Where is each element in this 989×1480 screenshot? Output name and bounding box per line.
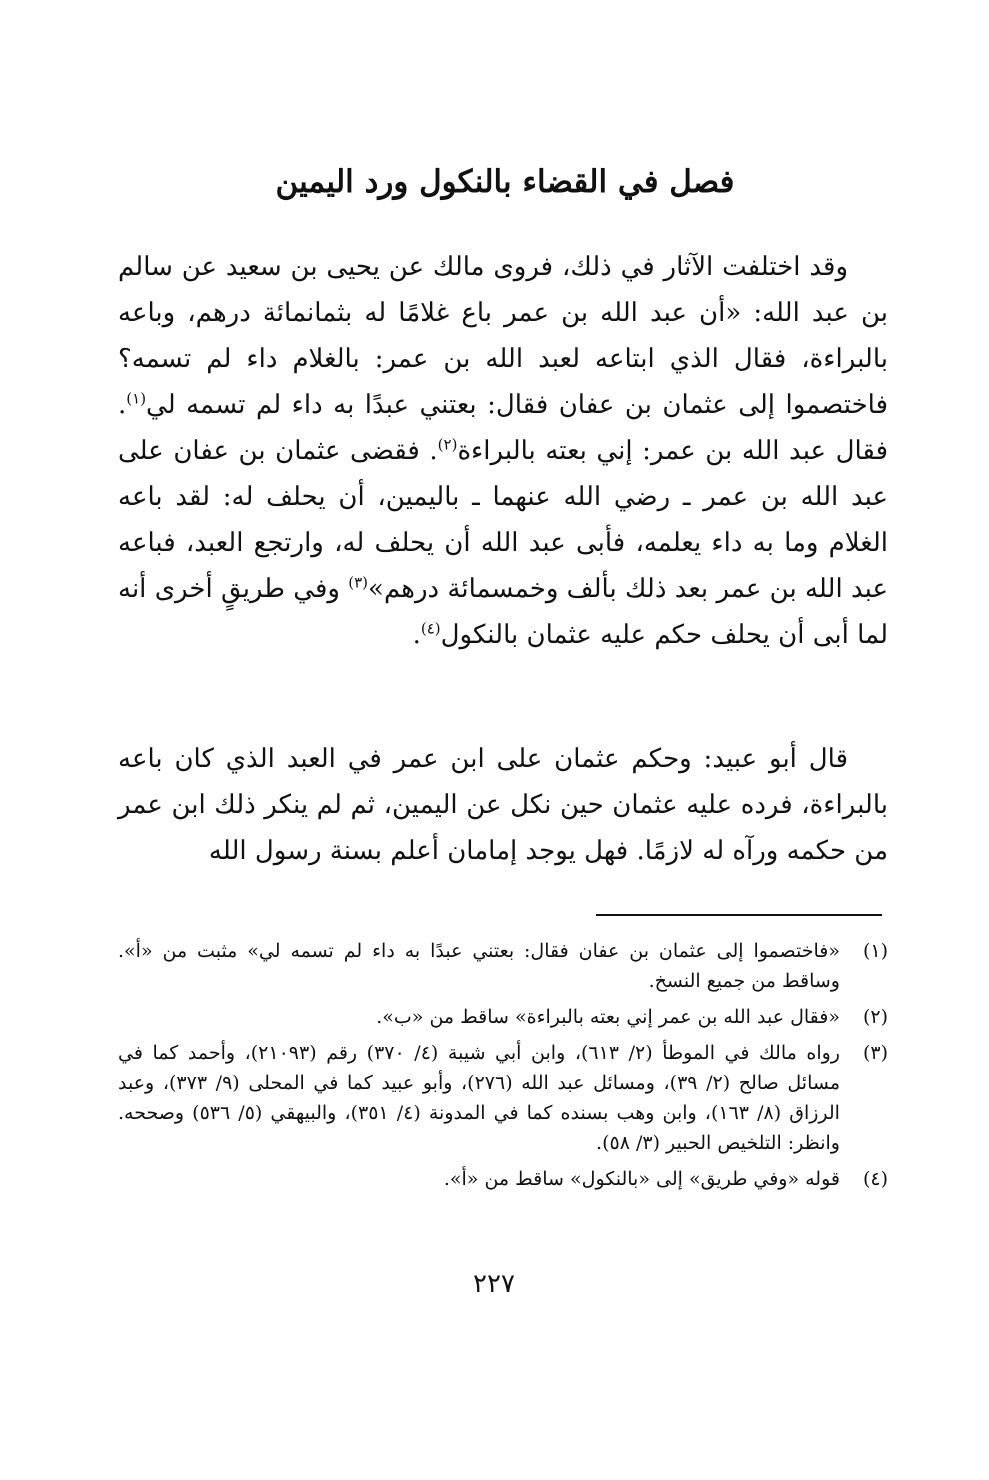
body-paragraph-2 <box>118 736 888 874</box>
paragraph-1-text-a: وقد اختلفت الآثار في ذلك، فروى مالك عن يحيى بن سعيد عن سالم بن عبد الله: «أن عبد الله بن عمر باع غلامًا له بثمانمائة درهم، وباعه بالبراءة، فقال الذي ابتاعه لعبد الله بن عمر: بالغلام داء لم تسمه؟ فاختصموا إلى عثمان بن عفان فقال: بعتني عبدًا به داء لم تسمه لي <box>118 252 888 420</box>
paragraph-2-text: قال أبو عبيد: وحكم عثمان على ابن عمر في العبد الذي كان باعه بالبراءة، فرده عليه عثمان حين نكل عن اليمين، ثم لم ينكر ذلك ابن عمر من حكمه ورآه له لازمًا. فهل يوجد إمامان أعلم بسنة رسول الله <box>118 744 888 866</box>
footnote-number: (٢) <box>862 1006 888 1028</box>
footnote-text: رواه مالك في الموطأ (٢/ ٦١٣)، وابن أبي شيبة (٤/ ٣٧٠) رقم (٢١٠٩٣)، وأحمد كما في مسائل صالح (٢/ ٣٩)، ومسائل عبد الله (٢٧٦)، وأبو عبيد كما في المحلى (٩/ ٣٧٣)، وعبد الرزاق (٨/ ١٦٣)، وابن وهب بسنده كما في المدونة (٤/ ٣٥١)، والبيهقي (٥/ ٥٣٦) وصححه. وانظر: التلخيص الحبير (٣/ ٥٨). <box>118 1042 840 1154</box>
paragraph-1-text-e: . <box>412 620 421 650</box>
footnote-text: «فقال عبد الله بن عمر إني بعته بالبراءة» ساقط من «ب». <box>376 1006 840 1028</box>
footnote-2 <box>118 1002 888 1032</box>
footnote-ref-1: (١) <box>126 389 147 408</box>
footnote-separator <box>596 914 882 916</box>
footnote-ref-3: (٣) <box>348 573 369 592</box>
page-number: ٢٢٧ <box>473 1269 515 1299</box>
footnotes <box>118 936 888 1200</box>
footnote-number: (٤) <box>862 1168 888 1190</box>
paragraph-1-text-d: وفي طريقٍ أخرى أنه لما أبى أن يحلف حكم عليه عثمان بالنكول <box>118 574 888 650</box>
paragraph-1-text-b: . فقال عبد الله بن عمر: إني بعته بالبراءة <box>118 390 888 466</box>
footnote-number: (١) <box>862 940 888 962</box>
body-paragraph-1 <box>118 244 888 658</box>
footnote-text: قوله «وفي طريق» إلى «بالنكول» ساقط من «أ». <box>443 1168 840 1190</box>
footnote-text: «فاختصموا إلى عثمان بن عفان فقال: بعتني عبدًا به داء لم تسمه لي» مثبت من «أ». وساقط من جميع النسخ. <box>118 940 840 992</box>
footnote-1 <box>118 936 888 996</box>
footnote-3 <box>118 1038 888 1158</box>
footnote-4 <box>118 1164 888 1194</box>
footnote-number: (٣) <box>862 1042 888 1064</box>
footnote-ref-4: (٤) <box>420 619 441 638</box>
paragraph-1-text-c: . فقضى عثمان بن عفان على عبد الله بن عمر ـ رضي الله عنهما ـ باليمين، أن يحلف له: لقد باعه الغلام وما به داء يعلمه، فأبى عبد الله أن يحلف له، وارتجع العبد، فباعه عبد الله بن عمر بعد ذلك بألف وخمسمائة درهم» <box>118 436 888 604</box>
section-heading: فصل في القضاء بالنكول ورد اليمين <box>275 164 735 200</box>
footnote-ref-2: (٢) <box>437 435 458 454</box>
